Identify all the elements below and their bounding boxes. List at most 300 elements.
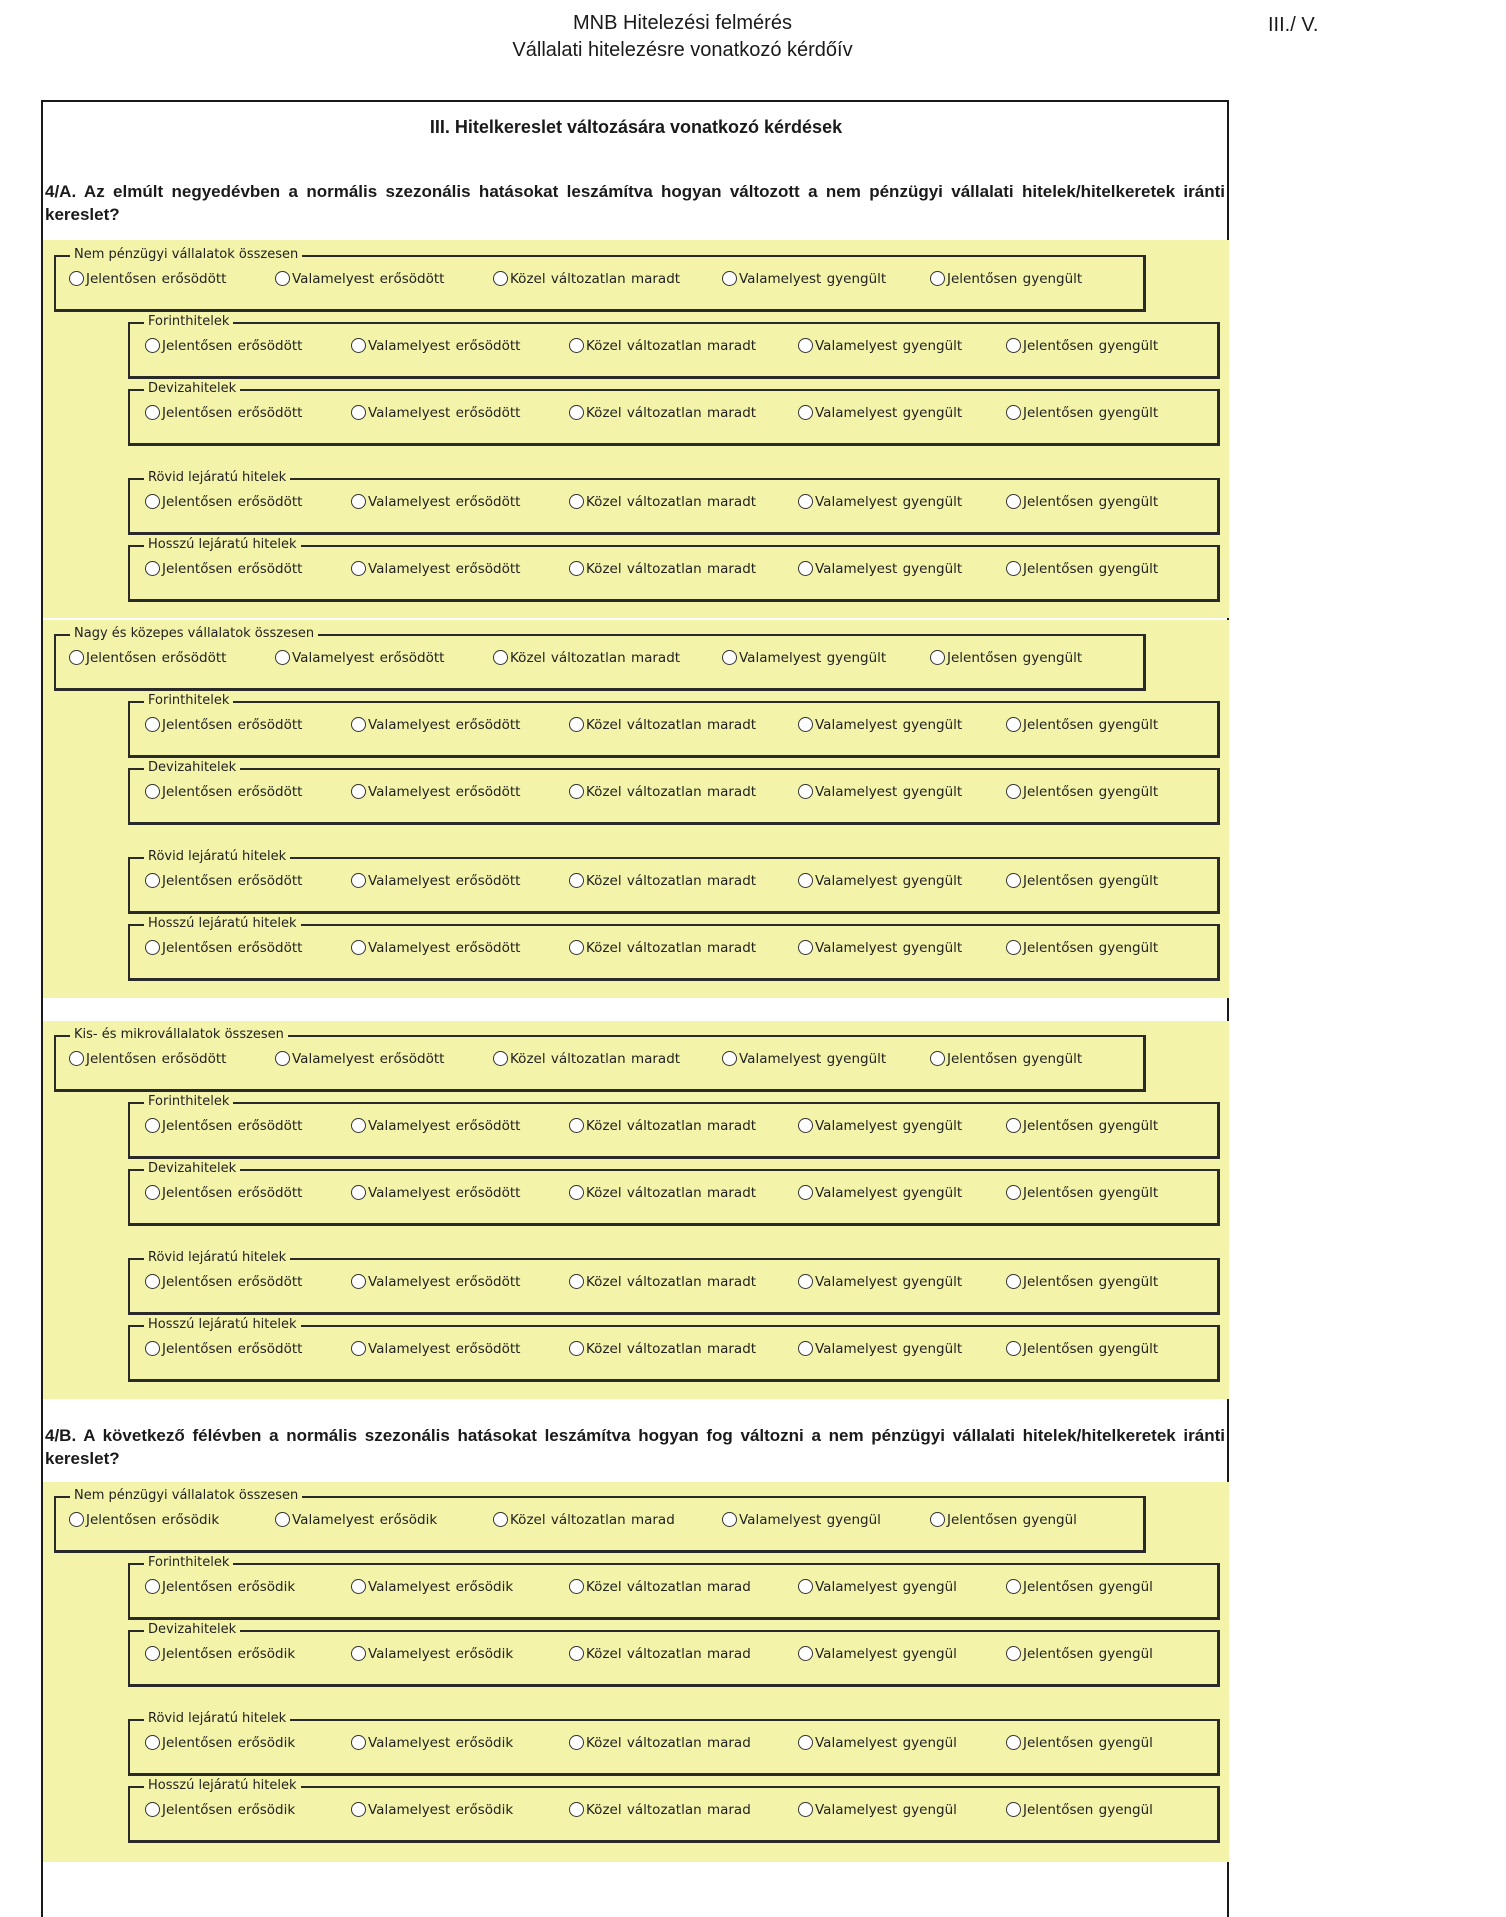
radio-option[interactable] xyxy=(351,1340,520,1358)
group-legend: Hosszú lejáratú hitelek xyxy=(144,1778,301,1794)
radio-button[interactable] xyxy=(930,1512,945,1527)
radio-label: Valamelyest erősödik xyxy=(292,1512,438,1528)
radio-label: Valamelyest erősödött xyxy=(292,271,445,287)
radio-option[interactable] xyxy=(1006,939,1158,957)
page-number: III./ V. xyxy=(1268,14,1319,36)
radio-button[interactable] xyxy=(798,1802,813,1817)
radio-button[interactable] xyxy=(569,1118,584,1133)
q4a-block-2-group-rovid-lejaratu-hitelek xyxy=(128,849,1220,914)
radio-button[interactable] xyxy=(351,1274,366,1289)
radio-button[interactable] xyxy=(351,561,366,576)
radio-label: Jelentősen erősödik xyxy=(86,1512,220,1528)
radio-button[interactable] xyxy=(351,784,366,799)
radio-option[interactable] xyxy=(930,1050,1082,1068)
radio-label: Jelentősen erősödik xyxy=(162,1802,296,1818)
radio-button[interactable] xyxy=(275,1512,290,1527)
radio-label: Valamelyest gyengül xyxy=(815,1579,957,1595)
radio-option[interactable] xyxy=(1006,560,1158,578)
radio-option[interactable] xyxy=(569,783,756,801)
radio-label: Közel változatlan maradt xyxy=(586,1274,757,1290)
radio-button[interactable] xyxy=(569,1185,584,1200)
radio-button[interactable] xyxy=(1006,1646,1021,1661)
group-legend: Devizahitelek xyxy=(144,1161,240,1177)
radio-option[interactable] xyxy=(930,649,1082,667)
radio-option[interactable] xyxy=(569,1734,751,1752)
radio-button[interactable] xyxy=(569,940,584,955)
radio-option[interactable] xyxy=(569,560,756,578)
q4b-block-1-group-forinthitelek xyxy=(128,1555,1220,1620)
radio-option[interactable] xyxy=(493,1050,680,1068)
radio-button[interactable] xyxy=(493,650,508,665)
radio-button[interactable] xyxy=(69,650,84,665)
radio-label: Valamelyest gyengült xyxy=(739,271,887,287)
radio-option[interactable] xyxy=(1006,1734,1153,1752)
radio-button[interactable] xyxy=(351,338,366,353)
radio-option[interactable] xyxy=(145,1578,295,1596)
radio-option[interactable] xyxy=(145,939,302,957)
radio-button[interactable] xyxy=(1006,561,1021,576)
radio-option[interactable] xyxy=(569,716,756,734)
radio-button[interactable] xyxy=(1006,1802,1021,1817)
radio-button[interactable] xyxy=(569,1274,584,1289)
radio-button[interactable] xyxy=(930,650,945,665)
radio-label: Jelentősen gyengült xyxy=(1023,561,1159,577)
radio-option[interactable] xyxy=(798,1578,957,1596)
radio-button[interactable] xyxy=(145,717,160,732)
radio-label: Jelentősen gyengült xyxy=(1023,717,1159,733)
radio-button[interactable] xyxy=(569,1802,584,1817)
radio-option[interactable] xyxy=(145,1801,295,1819)
radio-button[interactable] xyxy=(798,405,813,420)
radio-option[interactable] xyxy=(798,1273,962,1291)
radio-label: Valamelyest gyengült xyxy=(815,1274,963,1290)
radio-option[interactable] xyxy=(351,337,520,355)
group-legend: Rövid lejáratú hitelek xyxy=(144,470,290,486)
radio-button[interactable] xyxy=(569,1579,584,1594)
radio-option[interactable] xyxy=(798,1117,962,1135)
radio-button[interactable] xyxy=(569,561,584,576)
radio-label: Valamelyest erősödött xyxy=(368,1274,521,1290)
radio-label: Valamelyest gyengül xyxy=(815,1802,957,1818)
radio-label: Jelentősen erősödött xyxy=(162,940,303,956)
radio-option[interactable] xyxy=(798,1734,957,1752)
radio-label: Közel változatlan maradt xyxy=(586,1185,757,1201)
radio-option[interactable] xyxy=(351,1578,513,1596)
group-legend: Forinthitelek xyxy=(144,693,233,709)
radio-button[interactable] xyxy=(145,338,160,353)
radio-button[interactable] xyxy=(351,1735,366,1750)
radio-option[interactable] xyxy=(275,1511,437,1529)
radio-option[interactable] xyxy=(351,1734,513,1752)
radio-option[interactable] xyxy=(69,1511,219,1529)
radio-label: Közel változatlan marad xyxy=(586,1646,751,1662)
radio-button[interactable] xyxy=(69,1051,84,1066)
radio-button[interactable] xyxy=(1006,494,1021,509)
radio-button[interactable] xyxy=(722,271,737,286)
radio-label: Valamelyest erősödött xyxy=(368,1341,521,1357)
radio-label: Közel változatlan maradt xyxy=(586,940,757,956)
q4b-block-1-group-rovid-lejaratu-hitelek xyxy=(128,1711,1220,1776)
radio-button[interactable] xyxy=(722,1051,737,1066)
q4a-block-1-group-forinthitelek xyxy=(128,314,1220,379)
radio-option[interactable] xyxy=(569,872,756,890)
radio-button[interactable] xyxy=(351,873,366,888)
radio-option[interactable] xyxy=(145,404,302,422)
radio-label: Közel változatlan maradt xyxy=(586,1341,757,1357)
radio-button[interactable] xyxy=(1006,1185,1021,1200)
radio-option[interactable] xyxy=(145,783,302,801)
radio-button[interactable] xyxy=(1006,1118,1021,1133)
radio-option[interactable] xyxy=(1006,1184,1158,1202)
radio-label: Közel változatlan maradt xyxy=(586,784,757,800)
question-4b: 4/B. A következő félévben a normális szezonális hatásokat leszámítva hogyan fog változni a nem pénzügyi vállalati hitelek/hitelkeretek iránti kereslet? xyxy=(45,1426,1225,1468)
radio-button[interactable] xyxy=(351,940,366,955)
radio-button[interactable] xyxy=(569,494,584,509)
radio-button[interactable] xyxy=(722,1512,737,1527)
radio-option[interactable] xyxy=(1006,872,1158,890)
radio-option[interactable] xyxy=(569,1801,751,1819)
radio-button[interactable] xyxy=(569,1341,584,1356)
radio-label: Közel változatlan maradt xyxy=(586,338,757,354)
radio-option[interactable] xyxy=(275,1050,444,1068)
radio-button[interactable] xyxy=(145,873,160,888)
radio-button[interactable] xyxy=(351,405,366,420)
radio-label: Jelentősen gyengült xyxy=(1023,1341,1159,1357)
radio-option[interactable] xyxy=(351,939,520,957)
group-legend: Rövid lejáratú hitelek xyxy=(144,1711,290,1727)
radio-label: Valamelyest gyengült xyxy=(739,650,887,666)
radio-button[interactable] xyxy=(930,271,945,286)
radio-button[interactable] xyxy=(569,873,584,888)
radio-option[interactable] xyxy=(798,560,962,578)
radio-button[interactable] xyxy=(145,405,160,420)
radio-button[interactable] xyxy=(569,784,584,799)
radio-button[interactable] xyxy=(351,1341,366,1356)
radio-button[interactable] xyxy=(145,1118,160,1133)
group-legend: Forinthitelek xyxy=(144,1094,233,1110)
radio-button[interactable] xyxy=(798,940,813,955)
radio-option[interactable] xyxy=(145,872,302,890)
radio-label: Jelentősen erősödik xyxy=(162,1579,296,1595)
radio-option[interactable] xyxy=(351,560,520,578)
radio-label: Jelentősen erősödött xyxy=(86,1051,227,1067)
q4a-block-1-group-hosszu-lejaratu-hitelek xyxy=(128,537,1220,602)
radio-button[interactable] xyxy=(798,717,813,732)
radio-option[interactable] xyxy=(1006,783,1158,801)
radio-label: Jelentősen gyengül xyxy=(1023,1735,1153,1751)
radio-button[interactable] xyxy=(722,650,737,665)
radio-button[interactable] xyxy=(1006,940,1021,955)
radio-button[interactable] xyxy=(798,784,813,799)
radio-label: Valamelyest gyengült xyxy=(815,405,963,421)
radio-button[interactable] xyxy=(798,494,813,509)
radio-option[interactable] xyxy=(1006,716,1158,734)
radio-label: Jelentősen gyengül xyxy=(1023,1802,1153,1818)
radio-button[interactable] xyxy=(569,717,584,732)
radio-label: Jelentősen gyengült xyxy=(1023,338,1159,354)
radio-option[interactable] xyxy=(569,404,756,422)
radio-button[interactable] xyxy=(69,271,84,286)
radio-label: Jelentősen gyengül xyxy=(1023,1579,1153,1595)
radio-option[interactable] xyxy=(145,337,302,355)
radio-option[interactable] xyxy=(798,716,962,734)
radio-option[interactable] xyxy=(69,270,226,288)
radio-option[interactable] xyxy=(493,1511,675,1529)
radio-button[interactable] xyxy=(1006,1579,1021,1594)
survey-title: MNB Hitelezési felmérés xyxy=(573,12,792,34)
group-legend: Forinthitelek xyxy=(144,314,233,330)
radio-label: Valamelyest gyengült xyxy=(815,784,963,800)
radio-option[interactable] xyxy=(275,649,444,667)
radio-label: Valamelyest gyengül xyxy=(815,1735,957,1751)
radio-option[interactable] xyxy=(569,939,756,957)
radio-option[interactable] xyxy=(798,872,962,890)
radio-label: Jelentősen erősödött xyxy=(162,873,303,889)
radio-option[interactable] xyxy=(798,1801,957,1819)
radio-option[interactable] xyxy=(798,493,962,511)
radio-option[interactable] xyxy=(569,493,756,511)
radio-button[interactable] xyxy=(798,1274,813,1289)
q4a-group-nem-penzugyi-vallalatok-osszesen xyxy=(54,247,1146,312)
radio-label: Valamelyest erősödik xyxy=(368,1579,514,1595)
radio-button[interactable] xyxy=(351,717,366,732)
radio-option[interactable] xyxy=(569,1273,756,1291)
radio-option[interactable] xyxy=(1006,1801,1153,1819)
radio-button[interactable] xyxy=(1006,338,1021,353)
radio-button[interactable] xyxy=(569,405,584,420)
radio-button[interactable] xyxy=(569,338,584,353)
radio-option[interactable] xyxy=(569,1184,756,1202)
radio-option[interactable] xyxy=(351,1117,520,1135)
q4a-block-3-group-hosszu-lejaratu-hitelek xyxy=(128,1317,1220,1382)
radio-button[interactable] xyxy=(1006,717,1021,732)
radio-label: Jelentősen erősödött xyxy=(162,494,303,510)
radio-label: Valamelyest gyengült xyxy=(815,1185,963,1201)
radio-button[interactable] xyxy=(351,494,366,509)
questionnaire-subtitle: Vállalati hitelezésre vonatkozó kérdőív xyxy=(512,39,853,61)
radio-option[interactable] xyxy=(930,1511,1077,1529)
radio-option[interactable] xyxy=(493,270,680,288)
q4b-group-nem-penzugyi-vallalatok-osszesen xyxy=(54,1488,1146,1553)
radio-option[interactable] xyxy=(351,1645,513,1663)
radio-label: Jelentősen erősödött xyxy=(162,405,303,421)
radio-option[interactable] xyxy=(1006,1578,1153,1596)
radio-option[interactable] xyxy=(569,1340,756,1358)
radio-option[interactable] xyxy=(145,560,302,578)
radio-option[interactable] xyxy=(798,783,962,801)
q4a-block-3-group-rovid-lejaratu-hitelek xyxy=(128,1250,1220,1315)
radio-option[interactable] xyxy=(1006,493,1158,511)
radio-option[interactable] xyxy=(1006,1645,1153,1663)
radio-label: Közel változatlan maradt xyxy=(586,1118,757,1134)
radio-button[interactable] xyxy=(145,1185,160,1200)
radio-option[interactable] xyxy=(1006,337,1158,355)
radio-option[interactable] xyxy=(351,1184,520,1202)
radio-option[interactable] xyxy=(351,404,520,422)
radio-button[interactable] xyxy=(798,1735,813,1750)
radio-button[interactable] xyxy=(351,1118,366,1133)
radio-button[interactable] xyxy=(145,1579,160,1594)
radio-button[interactable] xyxy=(1006,873,1021,888)
radio-option[interactable] xyxy=(798,404,962,422)
radio-option[interactable] xyxy=(275,270,444,288)
radio-button[interactable] xyxy=(798,1646,813,1661)
radio-button[interactable] xyxy=(569,1646,584,1661)
radio-label: Közel változatlan maradt xyxy=(510,1051,681,1067)
radio-button[interactable] xyxy=(798,1185,813,1200)
radio-option[interactable] xyxy=(798,939,962,957)
radio-option[interactable] xyxy=(351,783,520,801)
radio-button[interactable] xyxy=(1006,1735,1021,1750)
radio-option[interactable] xyxy=(798,1645,957,1663)
q4b-block-1-group-devizahitelek xyxy=(128,1622,1220,1687)
radio-label: Jelentősen gyengült xyxy=(1023,873,1159,889)
radio-label: Közel változatlan maradt xyxy=(586,873,757,889)
radio-label: Valamelyest erősödik xyxy=(368,1802,514,1818)
radio-button[interactable] xyxy=(493,1051,508,1066)
radio-button[interactable] xyxy=(351,1185,366,1200)
radio-label: Valamelyest erősödött xyxy=(368,873,521,889)
radio-button[interactable] xyxy=(145,784,160,799)
radio-option[interactable] xyxy=(145,1645,295,1663)
radio-button[interactable] xyxy=(798,1118,813,1133)
radio-option[interactable] xyxy=(569,1117,756,1135)
radio-option[interactable] xyxy=(1006,1117,1158,1135)
radio-button[interactable] xyxy=(145,1646,160,1661)
radio-option[interactable] xyxy=(1006,404,1158,422)
radio-option[interactable] xyxy=(569,1645,751,1663)
radio-label: Jelentősen gyengült xyxy=(947,1051,1083,1067)
radio-button[interactable] xyxy=(1006,1274,1021,1289)
radio-label: Jelentősen gyengült xyxy=(1023,1274,1159,1290)
radio-option[interactable] xyxy=(145,716,302,734)
radio-button[interactable] xyxy=(145,1802,160,1817)
group-legend: Devizahitelek xyxy=(144,1622,240,1638)
radio-label: Jelentősen gyengül xyxy=(947,1512,1077,1528)
radio-option[interactable] xyxy=(351,493,520,511)
radio-label: Közel változatlan maradt xyxy=(510,650,681,666)
radio-label: Jelentősen gyengült xyxy=(1023,494,1159,510)
radio-option[interactable] xyxy=(722,1511,881,1529)
radio-button[interactable] xyxy=(145,1341,160,1356)
radio-button[interactable] xyxy=(351,1646,366,1661)
radio-label: Valamelyest gyengült xyxy=(739,1051,887,1067)
radio-button[interactable] xyxy=(798,561,813,576)
group-legend: Hosszú lejáratú hitelek xyxy=(144,916,301,932)
radio-button[interactable] xyxy=(493,1512,508,1527)
radio-button[interactable] xyxy=(798,338,813,353)
radio-option[interactable] xyxy=(569,337,756,355)
radio-label: Valamelyest erősödött xyxy=(368,405,521,421)
radio-option[interactable] xyxy=(1006,1340,1158,1358)
radio-button[interactable] xyxy=(275,1051,290,1066)
radio-button[interactable] xyxy=(145,1735,160,1750)
radio-button[interactable] xyxy=(798,873,813,888)
radio-button[interactable] xyxy=(351,1579,366,1594)
radio-option[interactable] xyxy=(722,649,886,667)
radio-option[interactable] xyxy=(69,1050,226,1068)
radio-label: Valamelyest gyengült xyxy=(815,717,963,733)
radio-button[interactable] xyxy=(569,1735,584,1750)
radio-option[interactable] xyxy=(145,1117,302,1135)
radio-button[interactable] xyxy=(145,1274,160,1289)
radio-option[interactable] xyxy=(722,1050,886,1068)
radio-button[interactable] xyxy=(930,1051,945,1066)
radio-button[interactable] xyxy=(275,271,290,286)
radio-button[interactable] xyxy=(1006,784,1021,799)
radio-option[interactable] xyxy=(930,270,1082,288)
radio-label: Közel változatlan marad xyxy=(510,1512,675,1528)
radio-label: Valamelyest gyengült xyxy=(815,1118,963,1134)
radio-button[interactable] xyxy=(145,494,160,509)
radio-button[interactable] xyxy=(1006,405,1021,420)
radio-option[interactable] xyxy=(351,716,520,734)
radio-option[interactable] xyxy=(145,1340,302,1358)
radio-option[interactable] xyxy=(351,872,520,890)
radio-label: Jelentősen gyengült xyxy=(1023,1185,1159,1201)
radio-label: Valamelyest gyengült xyxy=(815,561,963,577)
radio-label: Jelentősen erősödött xyxy=(162,1341,303,1357)
group-legend: Nem pénzügyi vállalatok összesen xyxy=(70,1488,302,1504)
radio-label: Valamelyest erősödött xyxy=(292,650,445,666)
group-legend: Hosszú lejáratú hitelek xyxy=(144,1317,301,1333)
radio-option[interactable] xyxy=(798,1184,962,1202)
radio-button[interactable] xyxy=(493,271,508,286)
radio-option[interactable] xyxy=(69,649,226,667)
group-legend: Hosszú lejáratú hitelek xyxy=(144,537,301,553)
radio-option[interactable] xyxy=(351,1801,513,1819)
q4a-block-1-group-rovid-lejaratu-hitelek xyxy=(128,470,1220,535)
radio-button[interactable] xyxy=(145,561,160,576)
radio-option[interactable] xyxy=(1006,1273,1158,1291)
radio-label: Valamelyest erősödött xyxy=(368,940,521,956)
radio-button[interactable] xyxy=(351,1802,366,1817)
radio-option[interactable] xyxy=(798,1340,962,1358)
radio-label: Valamelyest gyengül xyxy=(739,1512,881,1528)
radio-option[interactable] xyxy=(145,1734,295,1752)
q4a-group-kis-es-mikrovallalatok-osszesen xyxy=(54,1027,1146,1092)
radio-button[interactable] xyxy=(69,1512,84,1527)
radio-option[interactable] xyxy=(722,270,886,288)
radio-option[interactable] xyxy=(351,1273,520,1291)
radio-option[interactable] xyxy=(798,337,962,355)
radio-label: Közel változatlan marad xyxy=(586,1802,751,1818)
radio-option[interactable] xyxy=(569,1578,751,1596)
radio-option[interactable] xyxy=(145,493,302,511)
group-legend: Forinthitelek xyxy=(144,1555,233,1571)
radio-label: Valamelyest erősödött xyxy=(368,1185,521,1201)
radio-label: Valamelyest erősödött xyxy=(368,338,521,354)
group-legend: Nem pénzügyi vállalatok összesen xyxy=(70,247,302,263)
radio-button[interactable] xyxy=(798,1579,813,1594)
radio-label: Jelentősen erősödött xyxy=(86,271,227,287)
radio-label: Jelentősen erősödött xyxy=(162,1274,303,1290)
radio-button[interactable] xyxy=(275,650,290,665)
radio-label: Valamelyest erősödött xyxy=(368,784,521,800)
radio-button[interactable] xyxy=(145,940,160,955)
q4a-block-2-group-devizahitelek xyxy=(128,760,1220,825)
radio-button[interactable] xyxy=(1006,1341,1021,1356)
radio-label: Jelentősen erősödött xyxy=(162,1118,303,1134)
radio-option[interactable] xyxy=(145,1184,302,1202)
radio-option[interactable] xyxy=(145,1273,302,1291)
radio-label: Közel változatlan marad xyxy=(586,1579,751,1595)
radio-label: Közel változatlan maradt xyxy=(510,271,681,287)
radio-label: Valamelyest erősödött xyxy=(368,561,521,577)
question-4a: 4/A. Az elmúlt negyedévben a normális szezonális hatásokat leszámítva hogyan változott a nem pénzügyi vállalati hitelek/hitelkeretek iránti kereslet? xyxy=(45,182,1225,224)
radio-button[interactable] xyxy=(798,1341,813,1356)
radio-option[interactable] xyxy=(493,649,680,667)
